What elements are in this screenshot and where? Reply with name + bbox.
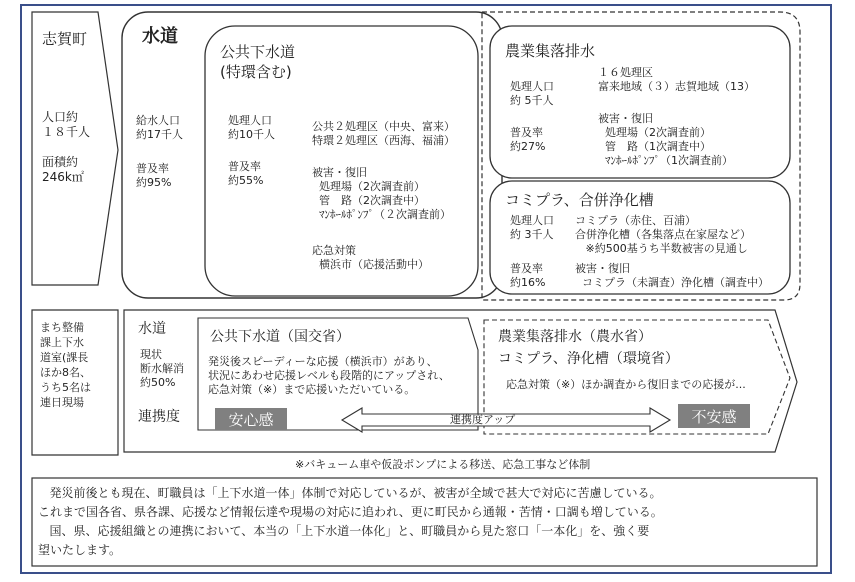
lower-rural-title: 農業集落排水（農水省） (498, 329, 652, 345)
lower-sewer-title: 公共下水道（国交省） (210, 329, 350, 345)
town-area: 面積約 246k㎡ (42, 155, 84, 184)
rural-title: 農業集落排水 (505, 42, 596, 60)
sewer-served: 処理人口 約10千人 (228, 114, 275, 141)
footnote: ※バキューム車や仮設ポンプによる移送、応急工事など体制 (295, 458, 591, 471)
sewer-emergency: 応急対策 横浜市（応援活動中） (312, 244, 429, 271)
lower-water-status: 現状 断水解消 約50% (140, 348, 184, 389)
town-population: 人口約 １８千人 (42, 110, 91, 139)
water-served: 給水人口 約17千人 (136, 114, 183, 141)
rural-districts: １６処理区 富来地域（３）志賀地域（13） (598, 66, 755, 93)
komipura-served: 処理人口 約 3千人 (510, 214, 554, 241)
arrow-label: 連携度アップ (450, 413, 516, 426)
town-arrow (32, 12, 118, 285)
sewer-rate: 普及率 約55% (228, 160, 264, 187)
lower-rural-text: 応急対策（※）ほか調査から復旧までの応援が... (506, 378, 746, 391)
komipura-facilities: コミプラ（赤住、百浦） 合併浄化槽（各集落点在家屋など） ※約500基うち半数被害の見通し (575, 214, 751, 255)
lower-sewer-text: 発災後スピーディーな応援（横浜市）があり、 状況にあわせ応援レベルも段階的にアップされ、 応急対策（※）まで応援いただいている。 (208, 355, 450, 396)
rural-rate: 普及率 約27% (510, 126, 546, 153)
komipura-damage: 被害・復旧 コミプラ（未調査）浄化槽（調査中） (575, 262, 769, 289)
water-title: 水道 (142, 26, 178, 47)
lower-water-label: 水道 (138, 321, 166, 337)
sewer-districts: 公共２処理区（中央、富来） 特環２処理区（西海、福浦） (312, 120, 455, 147)
water-rate: 普及率 約95% (136, 162, 172, 189)
rural-served: 処理人口 約 5千人 (510, 80, 554, 107)
komipura-rate: 普及率 約16% (510, 262, 546, 289)
sewer-title: 公共下水道 (特環含む) (220, 43, 296, 81)
lower-link-label: 連携度 (138, 409, 180, 425)
lower-komi-title: コミプラ、浄化槽（環境省） (498, 351, 679, 367)
relief-tag: 安心感 (215, 408, 287, 430)
staff-text: まち整備 課上下水 道室(課長 ほか8名、 うち5名は 連日現場 (40, 321, 91, 409)
sewer-damage: 被害・復旧 処理場（2次調査前） 管 路（2次調査中） ﾏﾝﾎｰﾙﾎﾟﾝﾌﾟ（２次調査前） (312, 166, 451, 221)
town-name: 志賀町 (42, 30, 88, 48)
komipura-title: コミプラ、合併浄化槽 (505, 191, 654, 209)
anxiety-tag: 不安感 (678, 404, 750, 428)
rural-damage: 被害・復旧 処理場（2次調査前） 管 路（1次調査中） ﾏﾝﾎｰﾙﾎﾟﾝﾌﾟ（1次調査前） (598, 112, 733, 167)
summary-text: 発災前後とも現在、町職員は「上下水道一体」体制で対応しているが、被害が全域で甚大で対応に苦慮している。 これまで国各省、県各課、応援など情報伝達や現場の対応に追われ、更に町民から通報・苦情・口調も増している。 国、県、応援組織との連携において、本当の「上下水道一体化」と、町職員から見た窓口「一本化」を、強く要 望いたします。 (38, 486, 663, 557)
